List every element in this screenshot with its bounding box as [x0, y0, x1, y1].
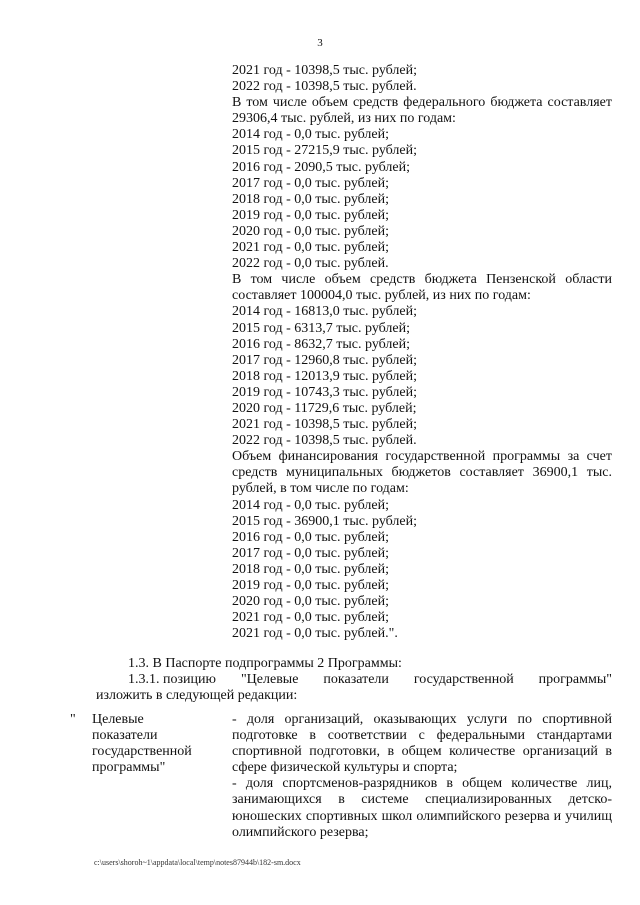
left-cell-line: программы": [92, 760, 166, 776]
federal-year-line: 2019 год - 0,0 тыс. рублей;: [232, 207, 390, 223]
regional-year-line: 2020 год - 11729,6 тыс. рублей;: [232, 400, 417, 416]
regional-year-line: 2017 год - 12960,8 тыс. рублей;: [232, 352, 418, 368]
regional-intro: В том числе объем средств бюджета Пензенской области составляет 100004,0 тыс. рублей, из них по годам:: [232, 272, 612, 304]
regional-year-line: 2014 год - 16813,0 тыс. рублей;: [232, 304, 418, 320]
section-heading: 1.3. В Паспорте подпрограммы 2 Программы:: [128, 656, 402, 671]
page-number: 3: [317, 37, 323, 49]
municipal-year-line: 2015 год - 36900,1 тыс. рублей;: [232, 513, 418, 529]
regional-year-line: 2018 год - 12013,9 тыс. рублей;: [232, 368, 418, 384]
item-word: 1.3.1. позицию: [128, 672, 216, 688]
federal-year-line: 2018 год - 0,0 тыс. рублей;: [232, 191, 390, 207]
indicator-item: - доля спортсменов-разрядников в общем количестве лиц, занимающихся в системе специализированных детско-юношеских спортивных школ олимпийского резерва и училищ олимпийского резерва;: [232, 776, 612, 840]
federal-year-line: 2016 год - 2090,5 тыс. рублей;: [232, 159, 411, 175]
municipal-intro: Объем финансирования государственной программы за счет средств муниципальных бюджетов составляет 36900,1 тыс. рублей, в том числе по годам:: [232, 449, 612, 497]
federal-intro: В том числе объем средств федерального бюджета составляет 29306,4 тыс. рублей, из них по годам:: [232, 95, 612, 127]
section-item-line: [96, 672, 612, 688]
federal-year-line: 2021 год - 0,0 тыс. рублей;: [232, 240, 390, 256]
municipal-year-line: 2017 год - 0,0 тыс. рублей;: [232, 545, 390, 561]
section-1-3: [96, 656, 612, 704]
federal-year-line: 2015 год - 27215,9 тыс. рублей;: [232, 143, 418, 159]
left-cell-line: государственной: [92, 744, 192, 760]
federal-year-line: 2022 год - 0,0 тыс. рублей.: [232, 256, 389, 272]
file-path-footer: c:\users\shoroh~1\appdata\local\temp\notes87944b\182-sm.docx: [94, 858, 301, 867]
regional-year-line: 2016 год - 8632,7 тыс. рублей;: [232, 336, 411, 352]
federal-year-line: 2020 год - 0,0 тыс. рублей;: [232, 223, 390, 239]
municipal-year-line: 2021 год - 0,0 тыс. рублей.".: [232, 626, 398, 642]
municipal-year-line: 2018 год - 0,0 тыс. рублей;: [232, 561, 390, 577]
federal-year-line: 2017 год - 0,0 тыс. рублей;: [232, 175, 390, 191]
regional-year-line: 2021 год - 10398,5 тыс. рублей;: [232, 417, 418, 433]
municipal-year-line: 2016 год - 0,0 тыс. рублей;: [232, 529, 390, 545]
table-right-cell: [232, 712, 612, 841]
left-cell-line: Целевые: [92, 712, 144, 727]
regional-year-line: 2022 год - 10398,5 тыс. рублей.: [232, 433, 417, 449]
table-left-cell: [92, 712, 212, 776]
left-cell-line: показатели: [92, 728, 158, 744]
item-word: показатели: [323, 672, 389, 688]
regional-year-line: 2019 год - 10743,3 тыс. рублей;: [232, 384, 418, 400]
municipal-year-line: 2019 год - 0,0 тыс. рублей;: [232, 578, 390, 593]
open-quote: ": [70, 712, 76, 727]
item-word: государственной: [413, 672, 514, 688]
item-word: программы": [538, 672, 612, 688]
item-word: "Целевые: [240, 672, 299, 688]
federal-year-line: 2014 год - 0,0 тыс. рублей;: [232, 127, 390, 143]
funding-line: 2022 год - 10398,5 тыс. рублей.: [232, 79, 417, 95]
municipal-year-line: 2020 год - 0,0 тыс. рублей;: [232, 594, 390, 610]
municipal-year-line: 2014 год - 0,0 тыс. рублей;: [232, 497, 390, 513]
municipal-year-line: 2021 год - 0,0 тыс. рублей;: [232, 610, 390, 626]
funding-block: [232, 63, 612, 642]
section-item-line2: изложить в следующей редакции:: [96, 688, 298, 704]
indicator-item: - доля организаций, оказывающих услуги по спортивной подготовке в соответствии с федеральными стандартами спортивной подготовки, в общем количестве организаций в сфере физической культуры и спорта;: [232, 712, 612, 776]
funding-line: 2021 год - 10398,5 тыс. рублей;: [232, 63, 418, 78]
regional-year-line: 2015 год - 6313,7 тыс. рублей;: [232, 320, 411, 336]
